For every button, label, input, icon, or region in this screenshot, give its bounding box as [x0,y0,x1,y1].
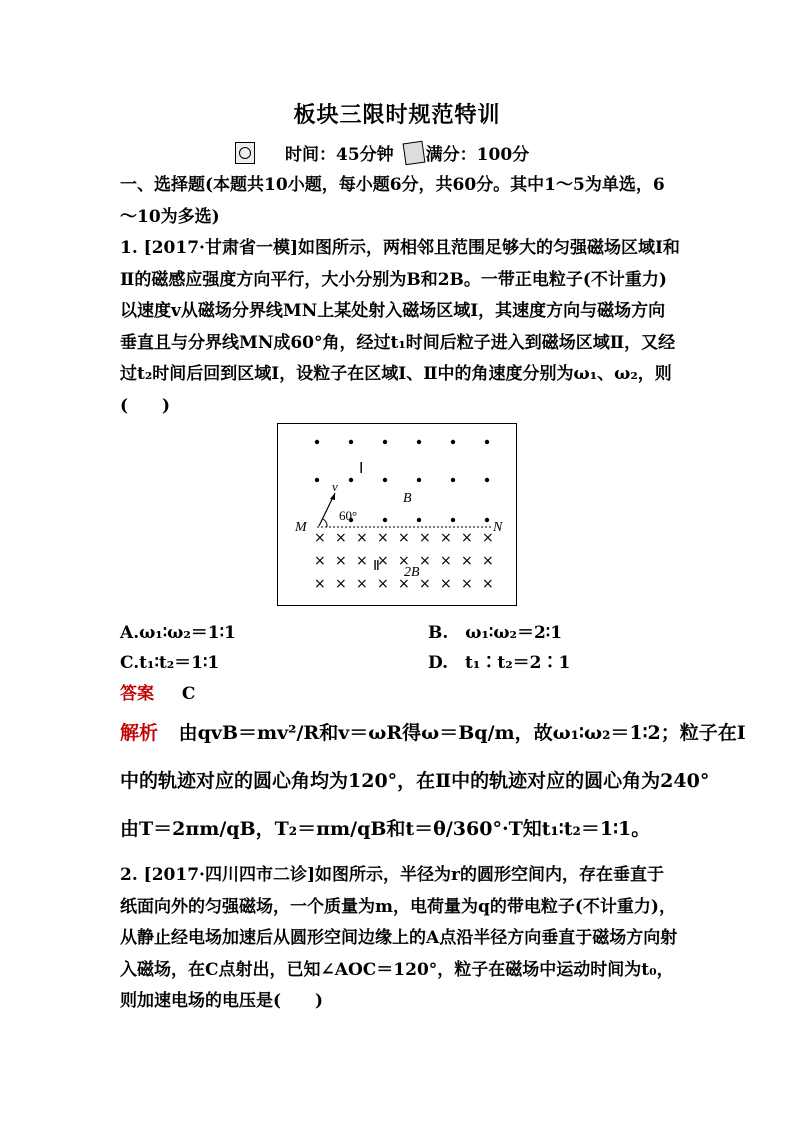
field-cross: × [356,553,368,569]
field-cross: × [419,576,431,592]
label-m: M [295,520,307,535]
field-cross: × [419,530,431,546]
label-field-b: B [403,491,412,506]
exam-meta [235,140,529,165]
field-cross: × [398,530,410,546]
field-dot [383,440,387,444]
field-cross: × [356,576,368,592]
label-region-2: Ⅱ [373,559,380,574]
field-cross: × [440,553,452,569]
answer-value: C [181,684,196,704]
field-cross: × [461,530,473,546]
full-score: 满分：100分 [425,145,530,165]
field-cross: × [440,576,452,592]
field-cross: × [461,576,473,592]
field-dot [451,440,455,444]
field-dot [417,440,421,444]
field-cross: × [335,553,347,569]
label-angle: 60° [339,508,358,523]
field-cross: × [314,553,326,569]
option-c: C.t₁∶t₂＝1∶1 [120,653,220,673]
field-cross: × [377,530,389,546]
field-dot [315,478,319,482]
field-dot [417,478,421,482]
magnetic-field-diagram [277,423,517,606]
field-dot [485,478,489,482]
field-cross: × [377,553,389,569]
field-cross: × [398,553,410,569]
page-title: 板块三限时规范特训 [293,102,501,128]
paper-icon [402,140,425,165]
label-velocity: v [332,479,338,494]
field-cross: × [440,530,452,546]
field-cross: × [461,553,473,569]
field-crosses-into-page [314,530,494,592]
solution-line-3: 由T＝2πm/qB，T₂＝πm/qB和t＝θ/360°·T知t₁∶t₂＝1∶1。 [120,818,651,840]
field-cross: × [482,576,494,592]
option-a: A.ω₁∶ω₂＝1∶1 [120,623,236,643]
field-dot [383,518,387,522]
field-cross: × [335,576,347,592]
field-cross: × [419,553,431,569]
field-dot [485,518,489,522]
field-cross: × [314,576,326,592]
field-cross: × [377,576,389,592]
label-field-2b: 2B [404,565,420,580]
solution-line-1 [120,718,746,748]
answer-label: 答案 [120,684,154,704]
field-dot [349,440,353,444]
field-dot [451,478,455,482]
answer-line [120,679,195,704]
field-dot [383,478,387,482]
field-dot [417,518,421,522]
field-dot [315,440,319,444]
field-cross: × [482,553,494,569]
label-region-1: Ⅰ [359,461,364,477]
field-dot [485,440,489,444]
field-dot [451,518,455,522]
solution-text-1: 由qvB＝mv²/R和v＝ωR得ω＝Bq/m，故ω₁∶ω₂＝1∶2；粒子在Ⅰ [178,722,746,744]
option-b: B. ω₁∶ω₂＝2∶1 [428,623,563,643]
option-d: D. t₁∶t₂＝2∶1 [428,653,571,673]
question-1-text: 1. [2017·甘肃省一模]如图所示，两相邻且范围足够大的匀强磁场区域Ⅰ和Ⅱ的磁感应强度方向平行，大小分别为B和2B。一带正电粒子(不计重力)以速度v从磁场分界线MN上某处射入磁场区域Ⅰ，其速度方向与磁场方向垂直且与分界线MN成60°角，经过t₁时间后粒子进入到磁场区域Ⅱ，又经过t₂时间后回到区域Ⅰ，设粒子在区域Ⅰ、Ⅱ中的角速度分别为ω₁、ω₂，则( ) [120,238,680,416]
label-n: N [493,520,503,535]
field-cross: × [356,530,368,546]
field-cross: × [482,530,494,546]
section-heading: 一、选择题(本题共10小题，每小题6分，共60分。其中1～5为单选，6～10为多选) [120,175,665,227]
question-2-text: 2. [2017·四川四市二诊]如图所示，半径为r的圆形空间内，存在垂直于纸面向外的匀强磁场，一个质量为m，电荷量为q的带电粒子(不计重力)，从静止经电场加速后从圆形空间边缘上的A点沿半径方向垂直于磁场方向射入磁场，在C点射出，已知∠AOC＝120°，粒子在磁场中运动时间为t₀，则加速电场的电压是( ) [120,865,678,1011]
field-cross: × [314,530,326,546]
field-cross: × [398,576,410,592]
field-cross: × [335,530,347,546]
clock-icon [235,142,255,164]
field-dot [349,478,353,482]
solution-line-2: 中的轨迹对应的圆心角均为120°，在Ⅱ中的轨迹对应的圆心角为240° [120,770,710,792]
solution-label: 解析 [120,722,159,744]
time-limit: 时间：45分钟 [285,145,394,165]
